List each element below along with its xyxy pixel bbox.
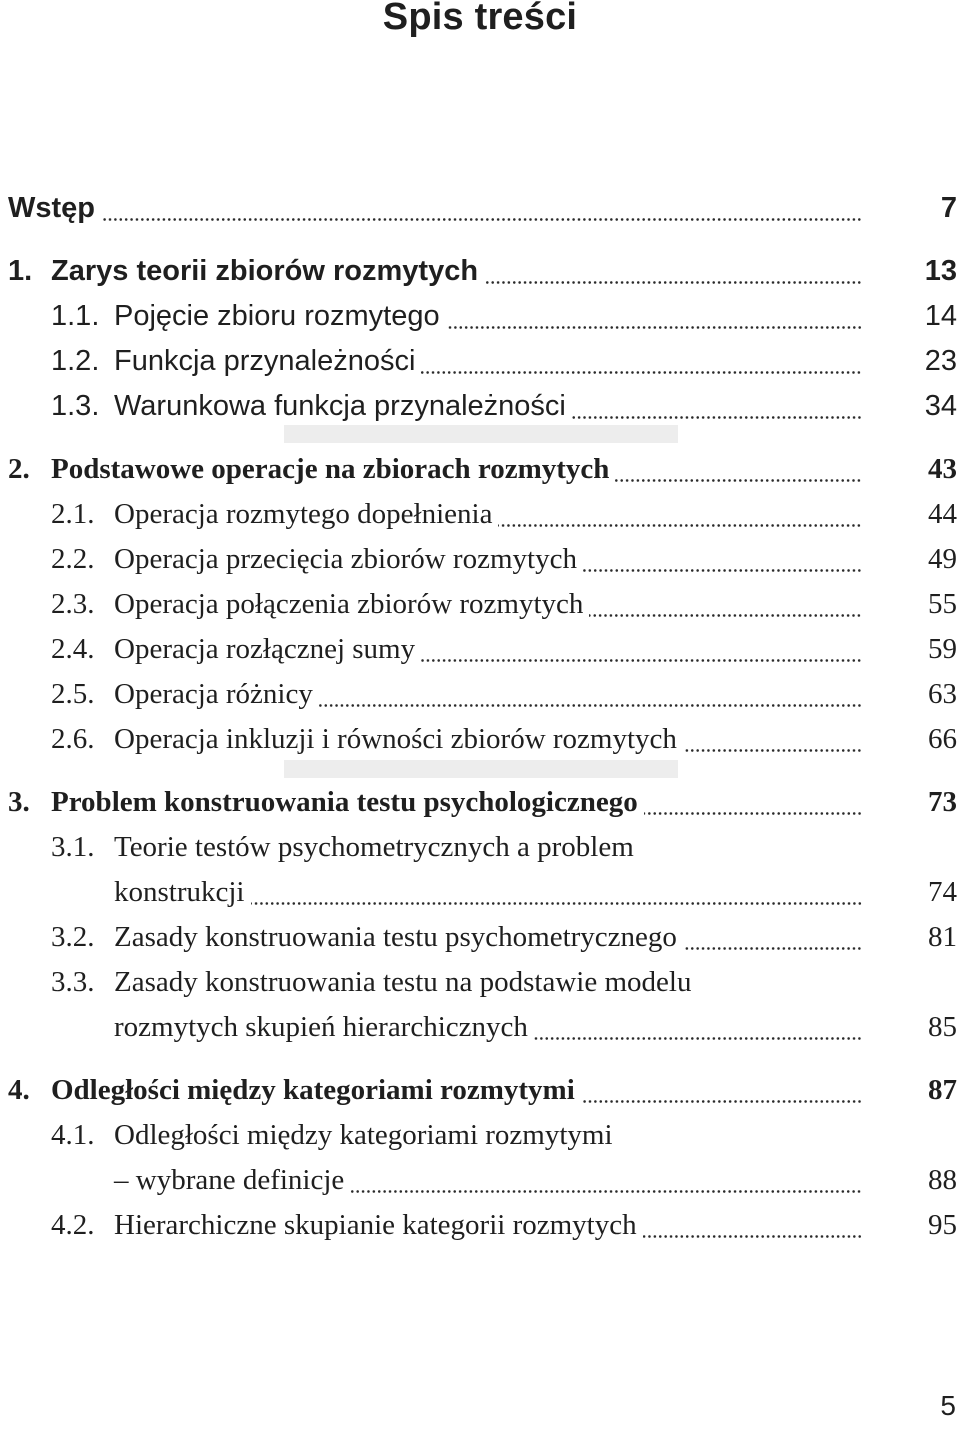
toc-entry[interactable] [0,1070,960,1110]
toc-page-number: 55 [928,588,957,620]
toc-entry-title: Teorie testów psychometrycznych a problem [114,831,634,863]
toc-page-number: 66 [928,723,957,755]
toc-entry-title: Funkcja przynależności [114,345,416,377]
dot-leader [583,539,862,579]
toc-page-number: 59 [928,633,957,665]
dot-leader [572,386,862,426]
toc-entry[interactable] [0,962,960,1002]
toc-entry-title: Zarys teorii zbiorów rozmytych [51,255,479,287]
toc-page-number: 85 [928,1011,957,1043]
toc-page-number: 81 [928,921,957,953]
toc-entry[interactable] [0,584,960,624]
toc-entry-number: 2. [8,453,30,485]
dot-leader [534,1007,862,1047]
toc-page-number: 95 [928,1209,957,1241]
dot-leader [446,296,862,336]
toc-entry-title: Wstęp [8,192,95,224]
toc-entry[interactable] [0,1205,960,1245]
toc-entry-number: 3.1. [51,831,95,863]
toc-entry[interactable] [0,494,960,534]
dot-leader [421,629,862,669]
toc-entry-number: 1. [8,255,33,287]
toc-entry-number: 2.3. [51,588,95,620]
toc-entry-title: Podstawowe operacje na zbiorach rozmytych [51,453,610,485]
toc-entry-number: 1.3. [51,390,100,422]
dot-leader [484,251,862,291]
dot-leader [683,719,862,759]
dot-leader [643,1205,862,1245]
toc-entry-title: Operacja różnicy [114,678,313,710]
toc-entry-number: 3. [8,786,30,818]
toc-entry-title: konstrukcji [114,876,245,908]
toc-entry[interactable] [0,341,960,381]
toc-entry[interactable] [0,386,960,426]
toc-entry-number: 2.2. [51,543,95,575]
toc-page-number: 88 [928,1164,957,1196]
toc-entry-number: 3.3. [51,966,95,998]
toc-page-number: 74 [928,876,957,908]
separator-bar [284,425,678,443]
toc-entry[interactable] [0,719,960,759]
page-title: Spis treści [382,0,578,38]
toc-entry-number: 2.6. [51,723,95,755]
toc-entry-title: Odległości między kategoriami rozmytymi [114,1119,613,1151]
toc-entry-number: 2.1. [51,498,95,530]
toc-page-number: 87 [928,1074,957,1106]
dot-leader [581,1070,862,1110]
toc-entry[interactable] [0,1115,960,1155]
toc-entry-title: Operacja przecięcia zbiorów rozmytych [114,543,577,575]
toc-entry-title: Zasady konstruowania testu psychometrycznego [114,921,677,953]
toc-entry-number: 1.1. [51,300,100,332]
dot-leader [589,584,862,624]
dot-leader [683,917,862,957]
toc-entry-title: Pojęcie zbioru rozmytego [114,300,440,332]
toc-page-number: 14 [924,300,957,332]
dot-leader [498,494,862,534]
toc-entry-title: Odległości między kategoriami rozmytymi [51,1074,575,1106]
toc-entry-title: Operacja rozmytego dopełnienia [114,498,493,530]
toc-entry[interactable] [0,1160,960,1200]
toc-entry-number: 3.2. [51,921,95,953]
toc-page-number: 7 [940,192,957,224]
toc-page-number: 44 [928,498,957,530]
toc-entry[interactable] [0,449,960,489]
toc-entry-title: Operacja rozłącznej sumy [114,633,416,665]
toc-entry-number: 1.2. [51,345,100,377]
toc-entry[interactable] [0,296,960,336]
dot-leader [644,782,862,822]
toc-page-number: 73 [928,786,957,818]
toc-entry[interactable] [0,872,960,912]
toc-entry-title: Hierarchiczne skupianie kategorii rozmytych [114,1209,637,1241]
dot-leader [421,341,862,381]
dot-leader [319,674,862,714]
toc-entry-number: 4.2. [51,1209,95,1241]
toc-entry-title: Operacja połączenia zbiorów rozmytych [114,588,584,620]
toc-page-number: 49 [928,543,957,575]
separator-bar [284,760,678,778]
toc-entry[interactable] [0,188,960,228]
dot-leader [615,449,862,489]
dot-leader [251,872,863,912]
toc-entry-title: – wybrane definicje [114,1164,345,1196]
toc-page-number: 63 [928,678,957,710]
toc-page-number: 43 [928,453,957,485]
dot-leader [350,1160,862,1200]
toc-entry[interactable] [0,539,960,579]
dot-leader [101,188,862,228]
toc-entry-title: Operacja inkluzji i równości zbiorów rozmytych [114,723,677,755]
toc-entry-number: 2.5. [51,678,95,710]
toc-entry-title: Zasady konstruowania testu na podstawie modelu [114,966,692,998]
toc-entry-title: rozmytych skupień hierarchicznych [114,1011,528,1043]
toc-entry-number: 4.1. [51,1119,95,1151]
toc-page-number: 34 [924,390,957,422]
toc-page-number: 23 [924,345,957,377]
toc-entry[interactable] [0,674,960,714]
toc-entry[interactable] [0,1007,960,1047]
toc-page-number: 13 [924,255,957,287]
page-number-footer: 5 [940,1390,956,1421]
toc-entry-number: 2.4. [51,633,95,665]
toc-entry[interactable] [0,827,960,867]
toc-entry[interactable] [0,251,960,291]
toc-entry-title: Warunkowa funkcja przynależności [114,390,566,422]
toc-entry[interactable] [0,917,960,957]
toc-entry[interactable] [0,782,960,822]
toc-entry-title: Problem konstruowania testu psychologicznego [51,786,638,818]
toc-entry[interactable] [0,629,960,669]
toc-entry-number: 4. [8,1074,30,1106]
